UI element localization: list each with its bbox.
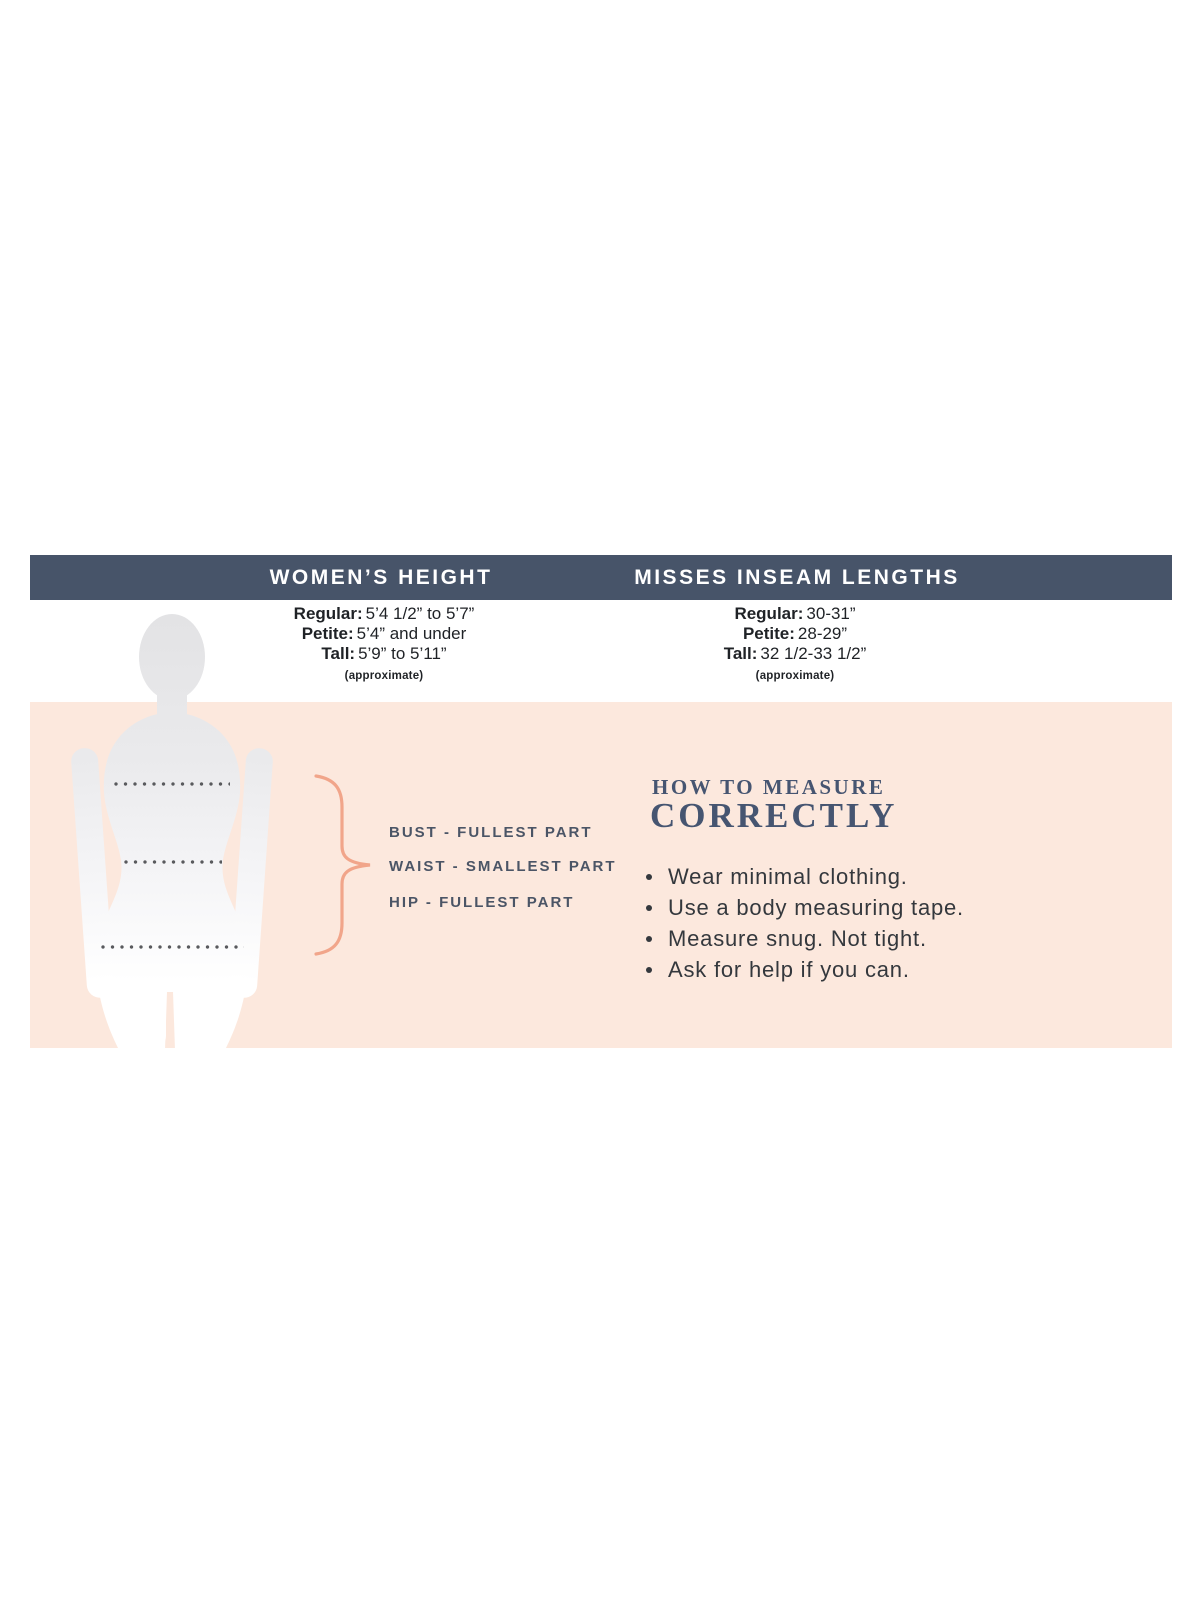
- correctly-title: CORRECTLY: [650, 796, 898, 835]
- hip-dotted-line: [101, 945, 244, 949]
- silhouette-right-leg: [175, 960, 220, 1048]
- female-body-silhouette: [57, 600, 287, 1048]
- inseam-approximate-note: (approximate): [755, 670, 835, 682]
- inseam-row-regular: Regular: 30-31”: [734, 604, 856, 623]
- table-header-bar: [30, 555, 1172, 600]
- silhouette-left-leg: [121, 960, 166, 1048]
- tip-item: Measure snug. Not tight.: [645, 926, 964, 952]
- silhouette-torso: [95, 712, 248, 1048]
- height-row-regular: Regular: 5’4 1/2” to 5’7”: [293, 604, 475, 623]
- height-row-tall: Tall: 5’9” to 5’11”: [321, 644, 447, 663]
- inseam-row-petite: Petite: 28-29”: [742, 624, 848, 643]
- tip-item: Use a body measuring tape.: [645, 895, 964, 921]
- how-to-measure-title: HOW TO MEASURE: [652, 775, 886, 799]
- measuring-tips-list: [645, 864, 964, 988]
- curly-brace: [313, 772, 379, 958]
- tip-item: Wear minimal clothing.: [645, 864, 964, 890]
- waist-dotted-line: [124, 860, 222, 864]
- tip-item: Ask for help if you can.: [645, 957, 964, 983]
- womens-height-header: WOMEN’S HEIGHT: [269, 566, 493, 589]
- bust-label: BUST - FULLEST PART: [389, 824, 593, 841]
- height-approximate-note: (approximate): [344, 670, 424, 682]
- waist-label: WAIST - SMALLEST PART: [389, 858, 617, 875]
- height-row-petite: Petite: 5’4” and under: [301, 624, 467, 643]
- misses-inseam-info: [585, 604, 1005, 686]
- bust-dotted-line: [114, 782, 230, 786]
- hip-label: HIP - FULLEST PART: [389, 894, 575, 911]
- misses-inseam-header: MISSES INSEAM LENGTHS: [634, 566, 960, 589]
- inseam-row-tall: Tall: 32 1/2-33 1/2”: [723, 644, 867, 663]
